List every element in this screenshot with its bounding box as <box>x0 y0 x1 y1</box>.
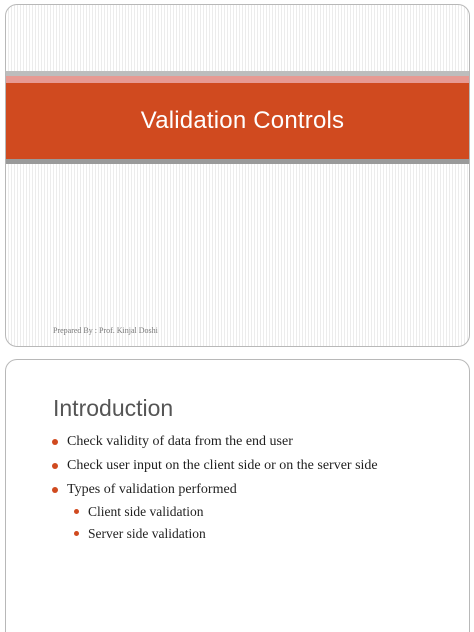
bullet-item <box>50 457 378 481</box>
bullet-dot-icon <box>52 439 58 445</box>
sub-bullet-dot-icon <box>74 531 79 536</box>
slide-introduction <box>5 359 470 632</box>
bullet-list <box>50 433 378 547</box>
slide-top-area <box>6 5 469 71</box>
title-stripe-bottom <box>6 159 469 164</box>
slide-heading: Introduction <box>53 395 174 421</box>
bullet-text: Check validity of data from the end user <box>67 434 293 449</box>
bullet-dot-icon <box>52 463 58 469</box>
sub-bullet-item <box>71 525 378 547</box>
bullet-text: Types of validation performed <box>67 482 237 497</box>
bullet-item <box>50 481 378 503</box>
bullet-item <box>50 433 378 457</box>
slide-title-text: Validation Controls <box>140 107 345 134</box>
prepared-by-text: Prepared By : Prof. Kinjal Doshi <box>53 326 158 335</box>
title-band <box>6 83 469 159</box>
title-stripe-accent <box>6 76 469 83</box>
sub-bullet-text: Server side validation <box>88 526 206 541</box>
sub-bullet-dot-icon <box>74 509 79 514</box>
bullet-text: Check user input on the client side or on the server side <box>67 458 378 473</box>
sub-bullet-item <box>71 503 378 525</box>
bullet-dot-icon <box>52 487 58 493</box>
sub-bullet-text: Client side validation <box>88 504 204 519</box>
slide-title <box>5 4 470 347</box>
